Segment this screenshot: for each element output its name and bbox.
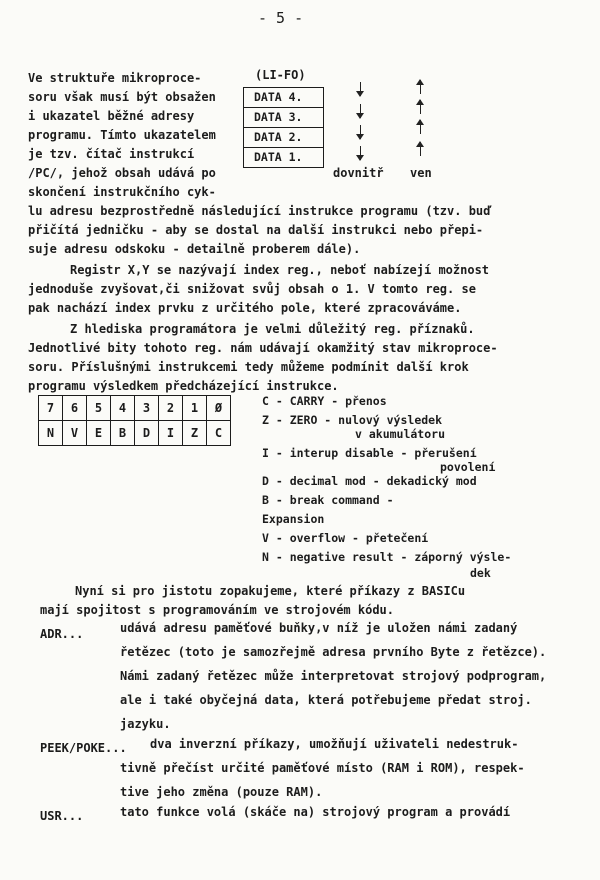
para1-line: suje adresu odskoku - detailně proberem dále). <box>28 242 361 256</box>
adr-line: ale i také obyčejná data, která potřebujeme předat stroj. <box>120 693 532 707</box>
bit-number: 1 <box>183 396 207 421</box>
adr-line: udává adresu paměťové buňky,v níž je uložen námi zadaný <box>120 621 518 635</box>
flag-letter: E <box>87 421 111 446</box>
arrow-up-icon <box>420 120 421 134</box>
stack-cell: DATA 1. <box>254 150 303 164</box>
para2-line: Registr X,Y se nazývají index reg., neboť nabízejí možnost <box>70 263 490 277</box>
para2-line: jednoduše zvyšovat,či snižovat svůj obsah o 1. V tomto reg. se <box>28 282 476 296</box>
peek-poke-line: tivně přečíst určité paměťové místo (RAM i ROM), respek- <box>120 761 525 775</box>
status-register-table <box>38 395 231 446</box>
para1-line: Ve struktuře mikroproce- <box>28 71 202 85</box>
para4-line: mají spojitost s programováním ve strojovém kódu. <box>40 603 395 617</box>
flag-letter: I <box>159 421 183 446</box>
flag-legend-item: N - negative result - záporný výsle- <box>262 550 512 564</box>
adr-line: řetězec (toto je samozřejmě adresa prvního Byte z řetězce). <box>120 645 547 659</box>
para3-line: Jednotlivé bity tohoto reg. nám udávají okamžitý stav mikroproce- <box>28 341 498 355</box>
para2-line: pak nachází index prvku z určitého pole, které zpracováváme. <box>28 301 462 315</box>
para1-line: skončení instrukčního cyk- <box>28 185 216 199</box>
para1-line: i ukazatel běžné adresy <box>28 109 195 123</box>
flag-letter: D <box>135 421 159 446</box>
bit-number: Ø <box>207 396 231 421</box>
bit-number: 6 <box>63 396 87 421</box>
para1-line: soru však musí být obsažen <box>28 90 216 104</box>
para3-line: Z hlediska programátora je velmi důležitý reg. příznaků. <box>70 322 475 336</box>
flag-legend-item: V - overflow - přetečení <box>262 531 429 545</box>
flag-legend-item: dek <box>470 566 491 580</box>
para4-line: Nyní si pro jistotu zopakujeme, které příkazy z BASICu <box>75 584 466 598</box>
stack-cell: DATA 4. <box>244 88 323 108</box>
arrow-down-icon <box>360 125 361 139</box>
peek-poke-line: dva inverzní příkazy, umožňují uživateli nedestruk- <box>150 737 519 751</box>
para3-line: programu výsledkem předcházející instrukce. <box>28 379 339 393</box>
para3-line: soru. Příslušnými instrukcemi tedy můžeme podmínit další krok <box>28 360 469 374</box>
flag-legend-item: Z - ZERO - nulový výsledek <box>262 413 443 427</box>
flag-letter: B <box>111 421 135 446</box>
flag-letter: N <box>39 421 63 446</box>
flag-letter: Z <box>183 421 207 446</box>
arrow-up-icon <box>420 80 421 94</box>
flag-legend-item: B - break command - <box>262 493 394 507</box>
arrow-up-icon <box>420 142 421 156</box>
arrow-down-icon <box>360 104 361 118</box>
bit-number: 5 <box>87 396 111 421</box>
stack-in-label: dovnitř <box>333 166 384 180</box>
peek-poke-key: PEEK/POKE... <box>40 741 127 755</box>
stack-diagram <box>243 87 324 168</box>
peek-poke-line: tive jeho změna (pouze RAM). <box>120 785 323 799</box>
usr-key: USR... <box>40 809 84 823</box>
flag-legend-item: C - CARRY - přenos <box>262 394 387 408</box>
para1-line: lu adresu bezprostředně následující instrukce programu (tzv. buď <box>28 204 491 218</box>
flag-letter: C <box>207 421 231 446</box>
stack-title: (LI-FO) <box>255 68 306 82</box>
adr-line: jazyku. <box>120 717 171 731</box>
stack-cell: DATA 2. <box>244 128 323 148</box>
bit-number: 3 <box>135 396 159 421</box>
flag-row <box>39 421 231 446</box>
usr-line: tato funkce volá (skáče na) strojový program a provádí <box>120 805 511 819</box>
bit-number-row <box>39 396 231 421</box>
arrow-down-icon <box>360 146 361 160</box>
flag-legend-item: Expansion <box>262 512 325 526</box>
flag-legend-item: povolení <box>440 460 496 474</box>
page-number: - 5 - <box>258 9 304 27</box>
stack-out-label: ven <box>410 166 432 180</box>
bit-number: 4 <box>111 396 135 421</box>
arrow-down-icon <box>360 82 361 96</box>
para1-line: programu. Tímto ukazatelem <box>28 128 216 142</box>
para1-line: /PC/, jehož obsah udává po <box>28 166 216 180</box>
adr-line: Námi zadaný řetězec může interpretovat strojový podprogram, <box>120 669 547 683</box>
bit-number: 7 <box>39 396 63 421</box>
flag-legend-item: I - interup disable - přerušení <box>262 446 477 460</box>
para1-line: je tzv. čítač instrukcí <box>28 147 195 161</box>
flag-legend-item: v akumulátoru <box>355 427 446 441</box>
flag-letter: V <box>63 421 87 446</box>
arrow-up-icon <box>420 100 421 114</box>
stack-cell: DATA 3. <box>244 108 323 128</box>
flag-legend-item: D - decimal mod - dekadický mod <box>262 474 477 488</box>
para1-line: přičítá jedničku - aby se dostal na další instrukci nebo přepi- <box>28 223 484 237</box>
adr-key: ADR... <box>40 627 84 641</box>
bit-number: 2 <box>159 396 183 421</box>
